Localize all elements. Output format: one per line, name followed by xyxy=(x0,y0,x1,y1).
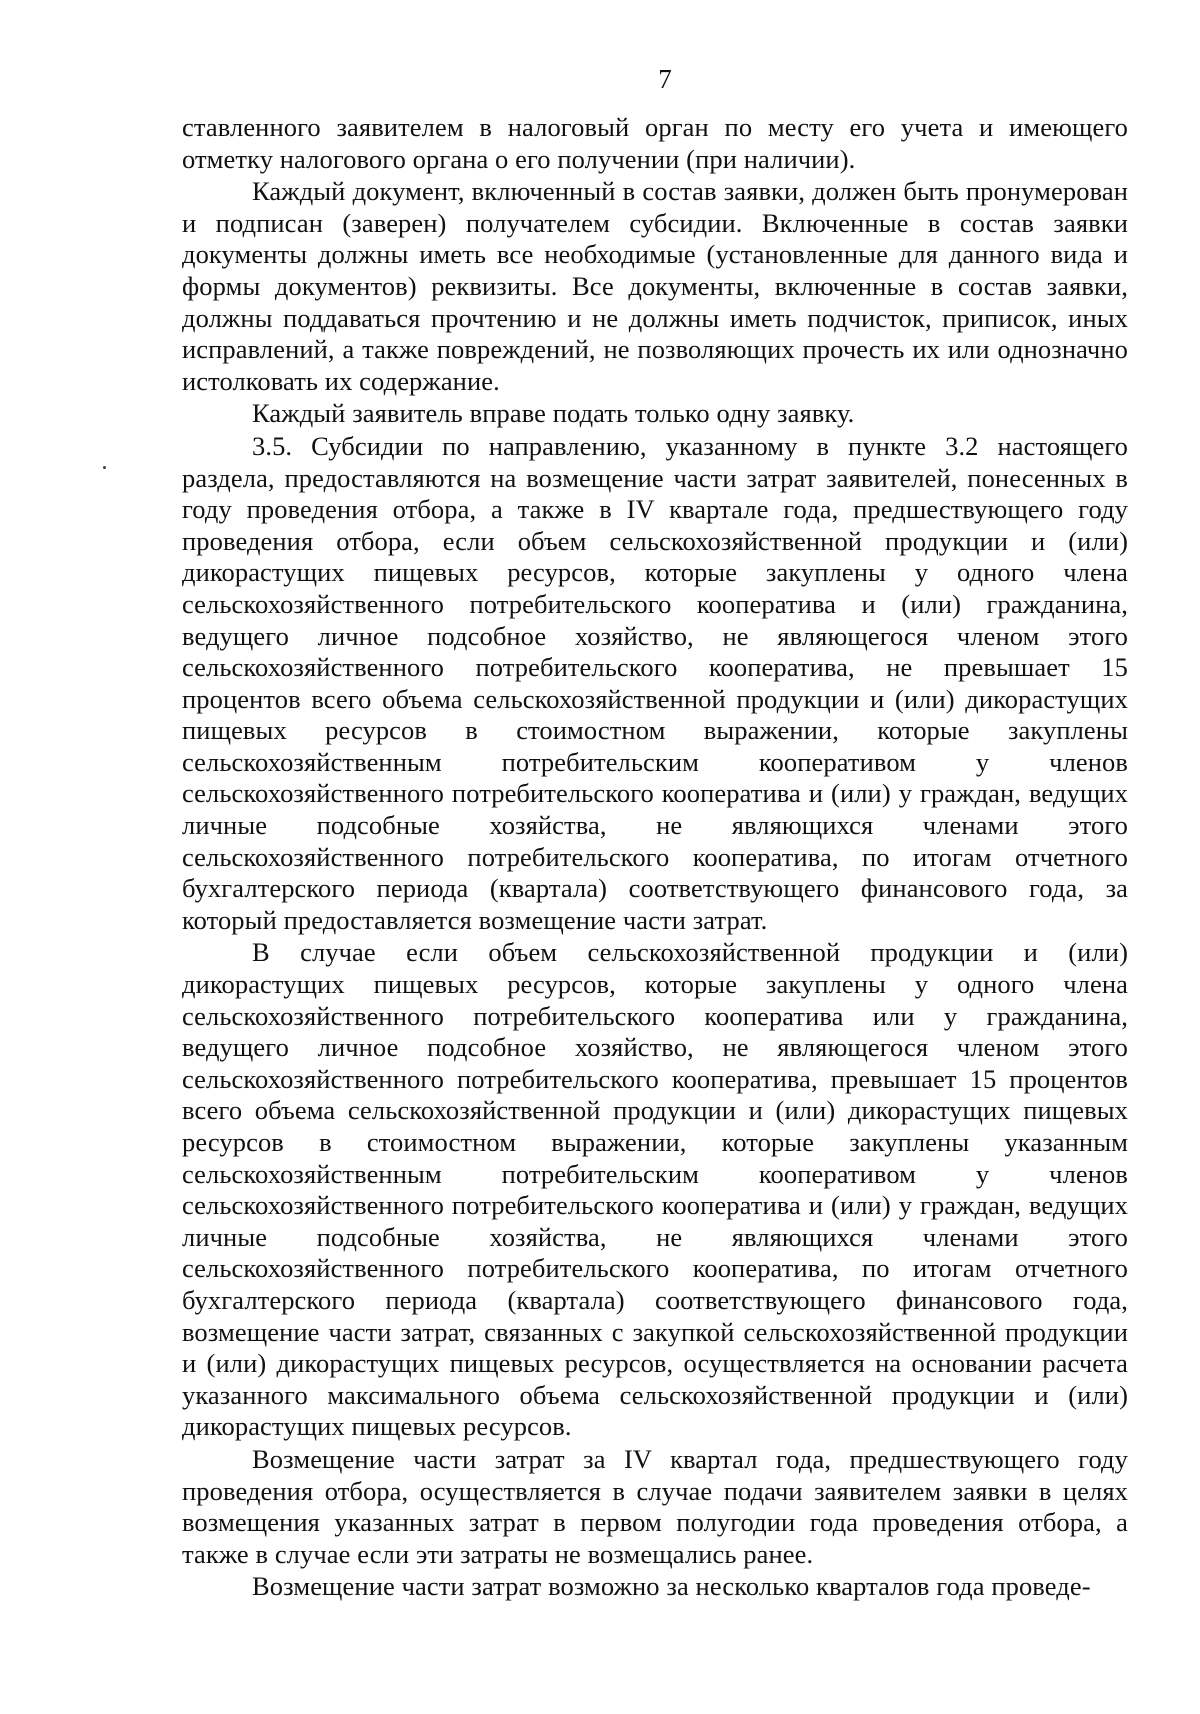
paragraph-q4-reimbursement: Возмещение части затрат за IV квартал года, предшествующего году проведения отбора, осуществляется в случае подачи заявителем заявки в целях возмещения указанных затрат в первом полугодии года проведения отбора, а также в случае если эти затраты не возмещались ранее. xyxy=(182,1443,1128,1569)
document-body xyxy=(182,112,1128,1603)
paragraph-single-application: Каждый заявитель вправе подать только одну заявку. xyxy=(252,398,855,429)
paragraph-clause-3-5: 3.5. Субсидии по направлению, указанному в пункте 3.2 настоящего раздела, предоставляются на возмещение части затрат заявителей, понесенных в году проведения отбора, а также в IV квартале года, предшествующего году проведения отбора, если объем сельскохозяйственной продукции и (или) дикорастущих пищевых ресурсов, которые закуплены у одного члена сельскохозяйственного потребительского кооператива и (или) гражданина, ведущего личное подсобное хозяйство, не являющегося членом этого сельскохозяйственного потребительского кооператива, не превышает 15 процентов всего объема сельскохозяйственной продукции и (или) дикорастущих пищевых ресурсов в стоимостном выражении, которые закуплены сельскохозяйственным потребительским кооперативом у членов сельскохозяйственного потребительского кооператива и (или) у граждан, ведущих личные подсобные хозяйства, не являющихся членами этого сельскохозяйственного потребительского кооператива, по итогам отчетного бухгалтерского периода (квартала) соответствующего финансового года, за который предоставляется возмещение части затрат. xyxy=(182,430,1128,935)
paragraph-volume-exceeds: В случае если объем сельскохозяйственной продукции и (или) дикорастущих пищевых ресурсов, которые закуплены у одного члена сельскохозяйственного потребительского кооператива или у гражданина, ведущего личное подсобное хозяйство, не являющегося членом этого сельскохозяйственного потребительского кооператива, превышает 15 процентов всего объема сельскохозяйственной продукции и (или) дикорастущих пищевых ресурсов в стоимостном выражении, которые закуплены указанным сельскохозяйственным потребительским кооперативом у членов сельскохозяйственного потребительского кооператива и (или) у граждан, ведущих личные подсобные хозяйства, не являющихся членами этого сельскохозяйственного потребительского кооператива, по итогам отчетного бухгалтерского периода (квартала) соответствующего финансового года, возмещение части затрат, связанных с закупкой сельскохозяйственной продукции и (или) дикорастущих пищевых ресурсов, осуществляется на основании расчета указанного максимального объема сельскохозяйственной продукции и (или) дикорастущих пищевых ресурсов. xyxy=(182,937,1128,1442)
paragraph-document-requirements: Каждый документ, включенный в состав заявки, должен быть пронумерован и подписан (заверен) получателем субсидии. Включенные в состав заявки документы должны иметь все необходимые (установленные для данного вида и формы документов) реквизиты. Все документы, включенные в состав заявки, должны поддаваться прочтению и не должны иметь подчисток, приписок, иных исправлений, а также повреждений, не позволяющих прочесть их или однозначно истолковать их содержание. xyxy=(182,176,1128,396)
paragraph-continuation: ставленного заявителем в налоговый орган по месту его учета и имеющего отметку налогового органа о его получении (при наличии). xyxy=(182,112,1128,174)
paragraph-multiple-quarters: Возмещение части затрат возможно за несколько кварталов года проведе- xyxy=(252,1571,1091,1602)
page-number: 7 xyxy=(658,64,672,94)
scan-artifact-dot xyxy=(103,466,106,469)
